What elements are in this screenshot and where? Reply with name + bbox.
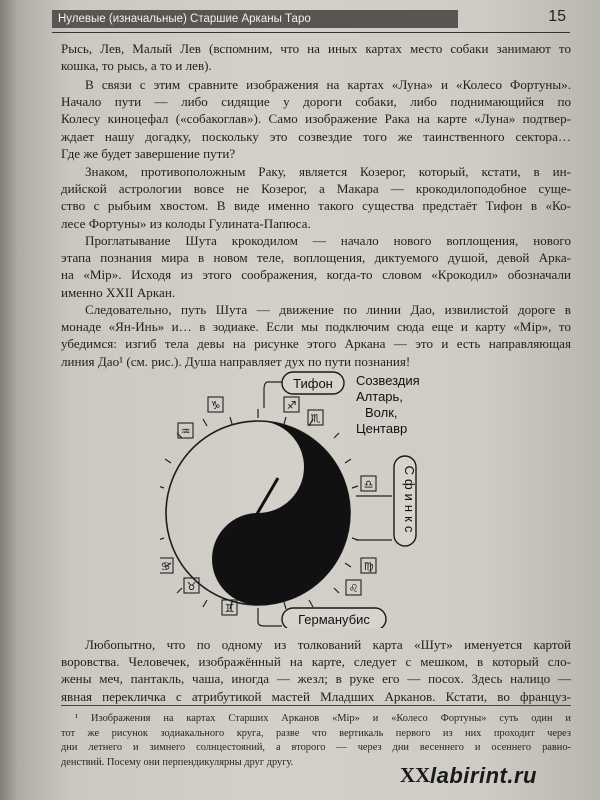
text-line: ство с рыбьим хвостом. В виде именно такого существа предстаёт Тифон в «Ко-: [61, 198, 571, 214]
zodiac-glyph: ♒: [180, 425, 191, 438]
paragraph: [61, 76, 571, 162]
germanubis-label: Германубис: [298, 612, 370, 627]
paragraph: [61, 301, 571, 370]
text-line: Рысь, Лев, Малый Лев (вспомним, что на иных картах место собаки занимают то: [61, 41, 571, 56]
text-line: В связи с этим сравните изображения на картах «Луна» и «Колесо Фортуны».: [85, 77, 571, 92]
running-header-title: Нулевые (изначальные) Старшие Арканы Таро: [52, 10, 458, 28]
footnote-divider: [61, 705, 571, 706]
partial-page-text: ХХ: [400, 763, 431, 787]
footnote-line: тот же рисунок зодиакального круга, разве что вертикаль первого из них проходит через: [61, 727, 571, 739]
text-line: линия Дао¹ (см. рис.). Душа направляет дух по пути познания!: [61, 353, 411, 369]
text-line: Знаком, противоположным Раку, является Козерог, который, кстати, в ин-: [85, 164, 571, 179]
constellations-line: Алтарь,: [356, 389, 403, 404]
zodiac-glyph: ♋: [160, 560, 171, 573]
text-line: Где же будет завершение пути?: [61, 145, 236, 161]
text-line: ждает нашу догадку, поскольку это созвездие того же таинственного сектора…: [61, 128, 571, 144]
zodiac-glyph: ♏: [310, 412, 321, 425]
text-line: лесе Фортуны» из колоды Гулината-Папюса.: [61, 215, 311, 231]
footnote-line: денствий. Посему они перпендикулярны друг другу.: [61, 756, 294, 768]
sphinx-label: Сфинкс: [402, 465, 417, 537]
page-number: 15: [548, 8, 566, 25]
yin-yang-zodiac-figure: [160, 368, 460, 633]
text-line: дийской астрологии вовсе не Козерог, а Макара — крокодилоподобное суще-: [61, 181, 571, 197]
text-line: Колесу киноцефал («собакоглав»). Само изображение Рака на карте «Луна» подтвер-: [61, 111, 571, 127]
tifon-label: Тифон: [293, 376, 333, 391]
paragraph: [61, 232, 571, 301]
text-line: Следовательно, путь Шута — движение по линии Дао, извилистой дороге в: [85, 302, 571, 317]
footnote: [61, 712, 571, 770]
zodiac-glyph: ♉: [186, 580, 197, 593]
zodiac-glyph: ♌: [348, 582, 359, 595]
text-line: Начало пути — либо сидящие у дороги собаки, либо поднимающийся по: [61, 94, 571, 110]
text-line: явная перекличка с атрибутикой мастей Младших Арканов. Кстати, во француз-: [61, 688, 571, 704]
text-line: жены меч, пантакль, чаша, иногда — жезл; в руке его — посох. Здесь налицо —: [61, 671, 571, 687]
footnote-line: ¹ Изображения на картах Старших Арканов «Мір» и «Колесо Фортуны» суть один и: [75, 713, 571, 724]
constellations-line: Центавр: [356, 421, 408, 436]
text-line: воровства. Человечек, изображённый на карте, следует с мешком, в который сло-: [61, 654, 571, 670]
text-line: на «Мір». Исходя из этого соображения, когда-то словом «Крокодил» обозначали: [61, 267, 571, 283]
text-line: Проглатывание Шута крокодилом — начало нового воплощения, нового: [85, 233, 571, 248]
text-line: кошка, то рысь, а то и лев).: [61, 58, 212, 74]
figure-drawing: [160, 368, 460, 628]
page-gutter-shadow: [0, 0, 18, 800]
running-header: [52, 8, 570, 33]
footnote-line: дни летнего и зимнего солнцестояний, а второго — через дни весеннего и осеннего равно-: [61, 742, 571, 753]
text-line: Любопытно, что по одному из толкований карта «Шут» именуется картой: [85, 637, 571, 652]
text-line: монаде «Ян-Инь» и… в зодиаке. Если мы подключим сюда еще и карту «Мір», то: [61, 319, 571, 335]
paragraph: [61, 40, 571, 74]
paragraph: [61, 636, 571, 705]
text-line: убедимся: изгиб тела девы на рисунке этого Аркана — это и есть направляющая: [61, 336, 571, 352]
constellations-line: Созвездия: [356, 373, 420, 388]
zodiac-glyph: ♐: [286, 399, 297, 412]
zodiac-glyph: ♍: [363, 560, 374, 573]
text-line: именно XXII Аркан.: [61, 284, 176, 300]
zodiac-glyph: ♊: [224, 602, 235, 615]
watermark: labirint.ru: [430, 763, 537, 788]
paragraph: [61, 163, 571, 232]
text-line: этапа познания мира в новом теле, воплощения, диктуемого душой, девой Арка-: [61, 250, 571, 266]
zodiac-glyph: ♎: [363, 478, 374, 491]
constellations-line: Волк,: [365, 405, 398, 420]
zodiac-glyph: ♑: [210, 399, 221, 412]
